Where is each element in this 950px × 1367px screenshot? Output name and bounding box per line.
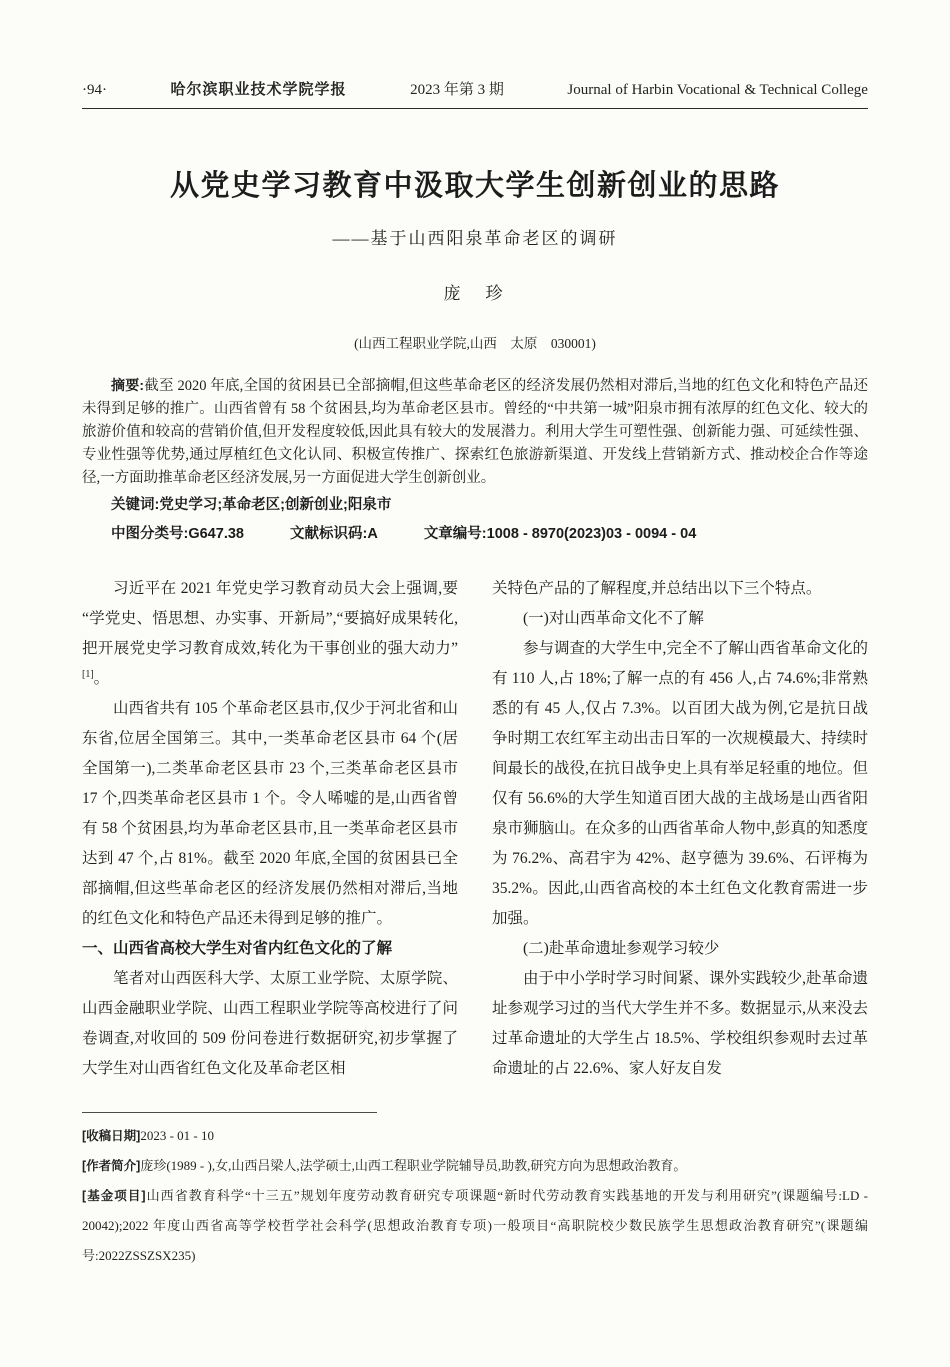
footnote-label: [基金项目] [82,1189,146,1203]
footnote-received-date [82,1121,868,1151]
paragraph: 由于中小学时学习时间紧、课外实践较少,赴革命遗址参观学习过的当代大学生并不多。数据显示,从来没去过革命遗址的大学生占 18.5%、学校组织参观时去过革命遗址的占 22.6%、家人好友自发 [492,970,868,1077]
page-number: ·94· [82,82,107,98]
section-heading-1: 一、山西省高校大学生对省内红色文化的了解 [82,940,393,957]
clc-value: G647.38 [188,526,244,542]
paragraph: 笔者对山西医科大学、太原工业学院、太原学院、山西金融职业学院、山西工程职业学院等高校进行了问卷调查,对收回的 509 份问卷进行数据研究,初步掌握了大学生对山西省红色文化及革命老区相 [82,970,458,1077]
abstract-paragraph [82,374,868,490]
footnotes [82,1121,868,1271]
clc-label: 中图分类号: [111,526,189,542]
doc-code-value: A [367,526,378,542]
paragraph-text: 习近平在 2021 年党史学习教育动员大会上强调,要“学党史、悟思想、办实事、开新局”,“要搞好成果转化,把开展党史学习教育成效,转化为干事创业的强大动力” [82,580,458,657]
paragraph [82,574,458,694]
doc-code-item [290,523,378,546]
article-title: 从党史学习教育中汲取大学生创新创业的思路 [169,170,780,202]
footnote-text: 2023 - 01 - 10 [140,1128,214,1143]
journal-name-cn: 哈尔滨职业技术学院学报 [170,82,347,98]
paragraph: 山西省共有 105 个革命老区县市,仅少于河北省和山东省,位居全国第三。其中,一类革命老区县市 64 个(居全国第一),二类革命老区县市 23 个,三类革命老区县市 17 个,四类革命老区县市 1 个。令人唏嘘的是,山西省曾有 58 个贫困县,均为革命老区县市,且一类革命老区县市达到 47 个,占 81%。截至 2020 年底,全国的贫困县已全部摘帽,但这些革命老区的经济发展仍然相对滞后,当地的红色文化和特色产品还未得到足够的推广。 [82,700,458,927]
author-name: 庞 珍 [443,284,507,303]
body-columns [82,574,868,1084]
keywords-label: 关键词: [111,497,160,513]
citation-ref: [1] [82,668,94,680]
subsection-heading-1: (一)对山西革命文化不了解 [523,610,704,627]
running-head [82,78,868,99]
clc-item [111,523,244,546]
issue-info: 2023 年第 3 期 [410,82,504,98]
abstract-label: 摘要: [111,377,145,393]
paragraph-continuation: 关特色产品的了解程度,并总结出以下三个特点。 [492,580,822,597]
footnote-text: 庞珍(1989 - ),女,山西吕梁人,法学硕士,山西工程职业学院辅导员,助教,研究方向为思想政治教育。 [140,1158,687,1173]
keywords-text: 党史学习;革命老区;创新创业;阳泉市 [159,497,392,513]
paragraph: 参与调查的大学生中,完全不了解山西省革命文化的有 110 人,占 18%;了解一点的有 456 人,占 74.6%;非常熟悉的有 45 人,仅占 7.3%。以百团大战为例,它是抗日战争时期工农红军主动出击日军的一次规模最大、持续时间最长的战役,在抗日战争史上具有举足轻重的地位。但仅有 56.6%的大学生知道百团大战的主战场是山西省阳泉市狮脑山。在众多的山西省革命人物中,彭真的知悉度为 76.2%、高君宇为 42%、赵亨德为 39.6%、石评梅为 35.2%。因此,山西省高校的本土红色文化教育需进一步加强。 [492,640,868,927]
left-column [82,574,458,1084]
footnote-text: 山西省教育科学“十三五”规划年度劳动教育研究专项课题“新时代劳动教育实践基地的开发与利用研究”(课题编号:LD - 20042);2022 年度山西省高等学校哲学社会科学(思想政治教育专项)一般项目“高职院校少数民族学生思想政治教育研究”(课题编号:2022ZSSZSX235) [82,1188,868,1263]
article-subtitle: ——基于山西阳泉革命老区的调研 [332,229,618,248]
header-rule [82,108,868,109]
footnote-label: [收稿日期] [82,1129,141,1143]
paragraph-text: 。 [93,670,110,687]
article-id-item [424,523,696,546]
keywords-line [82,494,868,517]
article-id-label: 文章编号: [423,526,487,542]
footnote-funding [82,1181,868,1271]
article-id-value: 1008 - 8970(2023)03 - 0094 - 04 [486,526,697,542]
right-column [492,574,868,1084]
footnote-label: [作者简介] [82,1159,141,1173]
footnote-rule [82,1112,377,1113]
footnote-author-bio [82,1151,868,1181]
subsection-heading-2: (二)赴革命遗址参观学习较少 [523,940,720,957]
journal-name-en: Journal of Harbin Vocational & Technical College [567,82,868,98]
abstract-text: 截至 2020 年底,全国的贫困县已全部摘帽,但这些革命老区的经济发展仍然相对滞后,当地的红色文化和特色产品还未得到足够的推广。山西省曾有 58 个贫困县,均为革命老区县市。曾经的“中共第一城”阳泉市拥有浓厚的红色文化、较大的旅游价值和较高的营销价值,但开发程度较低,因此具有较大的发展潜力。利用大学生可塑性强、创新能力强、可延续性强、专业性强等优势,通过厚植红色文化认同、积极宣传推广、探索红色旅游新渠道、开发线上营销新方式、推动校企合作等途径,一方面助推革命老区经济发展,另一方面促进大学生创新创业。 [82,378,869,486]
classification-line [82,523,868,546]
doc-code-label: 文献标识码: [289,526,368,542]
author-affiliation: (山西工程职业学院,山西 太原 030001) [354,336,596,351]
